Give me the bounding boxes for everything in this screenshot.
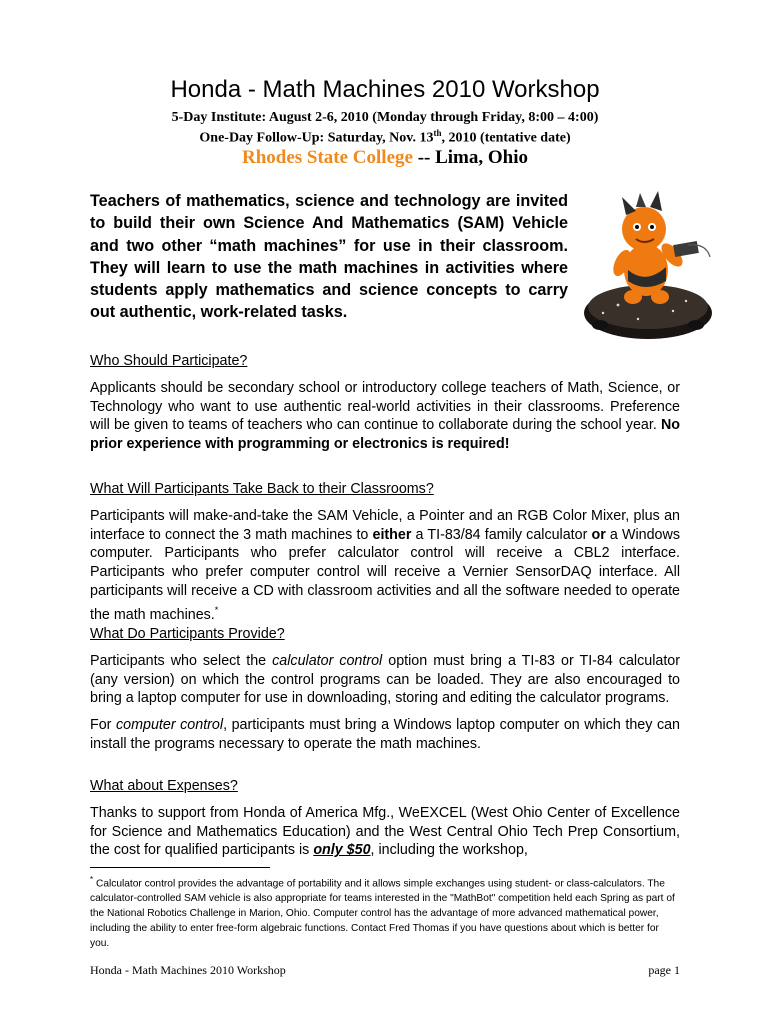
- section-text: [90, 379, 680, 454]
- section-text: [90, 507, 680, 625]
- college-location: [0, 147, 770, 169]
- followup-date: [0, 128, 770, 147]
- footnote-divider: [90, 867, 270, 868]
- section-text-part: option must bring a TI-83 or TI-84 calculator (any version) on which the control programs can be loaded. They are also encouraged to bring a laptop computer for use in downloading, storing and editing the calculator programs.: [90, 652, 681, 707]
- section-text-part: Applicants should be secondary school or introductory college teachers of Math, Science, or Technology who want to use authentic real-world activities in their classrooms. Preference will be given to teams of teachers who can continue to collaborate during the school year.: [90, 379, 680, 434]
- page-title: Honda - Math Machines 2010 Workshop: [170, 76, 600, 103]
- section-text-part: , including the workshop,: [370, 842, 528, 859]
- followup-sup: th: [433, 128, 442, 138]
- robot-mascot-icon: [578, 185, 718, 355]
- college-location-rest: -- Lima, Ohio: [412, 147, 529, 168]
- section-text-bold: or: [591, 526, 606, 543]
- section-text-part: a TI-83/84 family calculator: [411, 526, 592, 543]
- section-text-bold: either: [372, 526, 412, 543]
- section-text: [90, 716, 680, 754]
- section-heading: What Do Participants Provide?: [90, 626, 285, 642]
- section-heading: What about Expenses?: [90, 778, 238, 794]
- section-provide: [90, 625, 680, 754]
- footer-title: Honda - Math Machines 2010 Workshop: [90, 963, 286, 977]
- section-takeback: [90, 480, 680, 624]
- section-text-italic: computer control: [116, 717, 224, 734]
- page-number: page 1: [648, 963, 680, 977]
- college-name: Rhodes State College: [241, 147, 413, 168]
- section-text: [90, 652, 680, 708]
- section-text-part: a Windows computer. Participants who prefer calculator control will receive a CBL2 interface. Participants who prefer computer control will receive a Vernier SensorDAQ interface. All participants will receive a CD with classroom activities and all the software needed to operate the math machines.: [90, 526, 680, 623]
- price-emphasis: only $50: [313, 842, 371, 859]
- followup-pre: One-Day Follow-Up: Saturday, Nov. 13: [199, 130, 434, 146]
- footnote: [90, 872, 680, 951]
- section-heading: Who Should Participate?: [90, 353, 248, 369]
- section-expenses: [90, 777, 680, 860]
- footnote-mark: *: [214, 604, 219, 615]
- section-text-part: Participants will make-and-take the SAM Vehicle, a Pointer and an RGB Color Mixer, plus an interface to connect the 3 math machines to: [90, 507, 680, 543]
- section-heading: What Will Participants Take Back to their Classrooms?: [90, 481, 434, 497]
- footnote-text: Calculator control provides the advantage of portability and it allows simple exchanges using student- or class-calculators. The calculator-controlled SAM vehicle is also appropriate for teams interested in the "MathBot" competition held each Spring as part of the National Robotics Challenge in Marion, Ohio. Computer control has the advantage of more advanced mathematical power, including the ability to enter free-form algebraic functions. Contact Fred Thomas if you have questions about which is better for you.: [90, 878, 675, 950]
- section-text-part: Thanks to support from Honda of America Mfg., WeEXCEL (West Ohio Center of Excellence for Science and Mathematics Education) and the West Central Ohio Tech Prep Consortium, the cost for qualified participants is: [90, 804, 680, 859]
- section-text: [90, 804, 680, 860]
- section-who: [90, 352, 680, 454]
- section-text-italic: calculator control: [272, 652, 383, 669]
- intro-paragraph: Teachers of mathematics, science and technology are invited to build their own Science And Mathematics (SAM) Vehicle and two other “math machines” for use in their classroom. They will learn to use the math machines in activities where students apply mathematics and science concepts to carry out authentic, work-related tasks.: [90, 192, 568, 322]
- section-text-part: , participants must bring a Windows laptop computer on which they can install the programs necessary to operate the math machines.: [90, 717, 680, 752]
- section-text-bold: No prior experience with programming or electronics is required!: [90, 417, 680, 453]
- section-text-part: Participants who select the: [90, 652, 273, 669]
- section-text-part: For: [90, 717, 116, 734]
- institute-dates: 5-Day Institute: August 2-6, 2010 (Monday through Friday, 8:00 – 4:00): [171, 110, 599, 125]
- footnote-mark: *: [90, 875, 94, 884]
- followup-post: , 2010 (tentative date): [441, 130, 571, 146]
